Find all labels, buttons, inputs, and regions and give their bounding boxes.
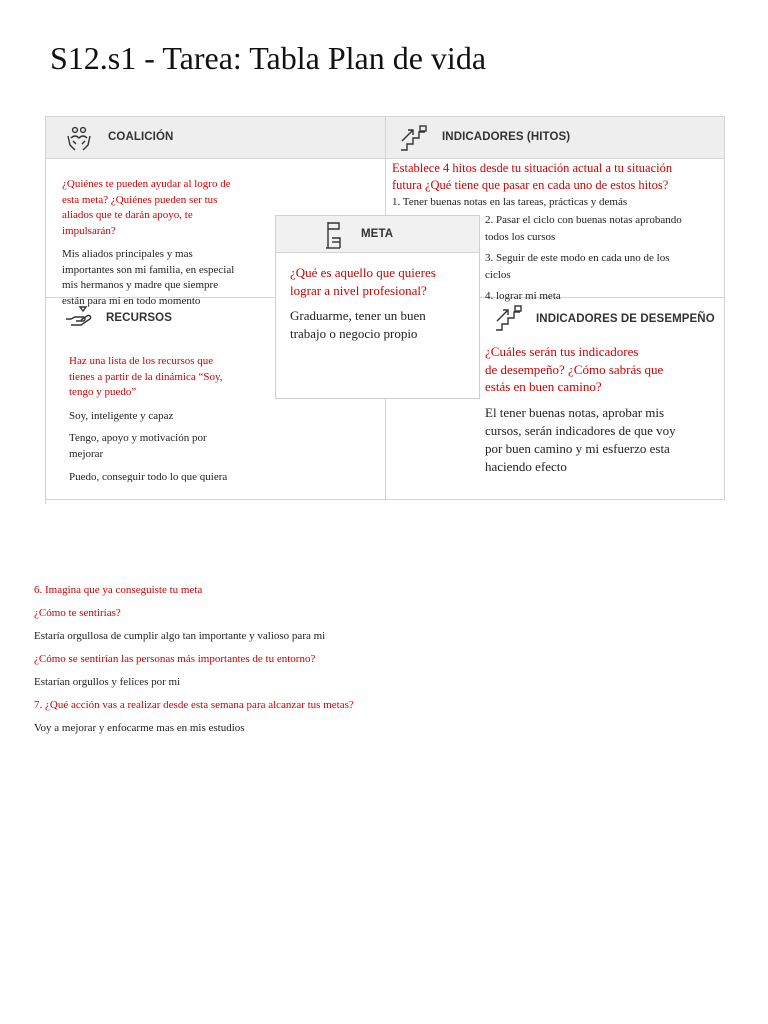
prompt-line: ¿Cuáles serán tus indicadores	[485, 344, 639, 359]
desempeno-header: INDICADORES DE DESEMPEÑO	[536, 313, 715, 325]
meta-answer	[290, 307, 475, 343]
line: Tengo, apoyo y motivación por	[69, 432, 207, 444]
item-line: 2. Pasar el ciclo con buenas notas aprobando	[485, 214, 682, 226]
prompt-line: aliados que te darán apoyo, te	[62, 209, 193, 221]
prompt-line: ¿Qué es aquello que quieres	[290, 265, 436, 280]
prompt-line: de desempeño? ¿Cómo sabrás que	[485, 361, 664, 377]
meta-header: META	[361, 228, 394, 240]
prompt-line: Haz una lista de los recursos que	[69, 355, 214, 367]
hitos-item-4: 4. lograr mi meta	[485, 290, 561, 302]
recursos-line-2	[69, 431, 279, 462]
growth-stairs-icon	[494, 304, 524, 332]
prompt-line: ¿Quiénes te pueden ayudar al logro de	[62, 178, 231, 190]
hand-resource-icon	[64, 305, 94, 329]
page-title: S12.s1 - Tarea: Tabla Plan de vida	[50, 40, 487, 76]
question-6b: ¿Cómo se sentirían las personas más importantes de tu entorno?	[34, 653, 316, 665]
question-7: 7. ¿Qué acción vas a realizar desde esta semana para alcanzar tus metas?	[34, 699, 354, 711]
line: mejorar	[69, 447, 104, 460]
answer-line: Mis aliados principales y mas	[62, 248, 193, 260]
recursos-line-3-clip	[69, 470, 329, 482]
answer-6a: Estaría orgullosa de cumplir algo tan importante y valioso para mi	[34, 630, 326, 642]
prompt-line: impulsarán?	[62, 224, 116, 237]
growth-stairs-icon	[399, 124, 429, 152]
prompt-line: tienes a partir de la dinámica “Soy,	[69, 370, 223, 383]
recursos-line-1: Soy, inteligente y capaz	[69, 410, 174, 422]
recursos-prompt	[69, 354, 289, 401]
prompt-line: esta meta? ¿Quiénes pueden ser tus	[62, 193, 218, 206]
prompt-line: lograr a nivel profesional?	[290, 282, 427, 298]
item-line: ciclos	[485, 269, 511, 281]
hitos-item-1: 1. Tener buenas notas en las tareas, prácticas y demás	[392, 196, 628, 208]
coalicion-header: COALICIÓN	[108, 131, 174, 143]
item-line: todos los cursos	[485, 231, 556, 243]
question-6a: ¿Cómo te sentirías?	[34, 607, 121, 619]
hitos-prompt	[392, 160, 722, 194]
board-left-line	[45, 116, 46, 504]
desempeno-prompt	[485, 343, 720, 396]
answer-7: Voy a mejorar y enfocarme mas en mis estudios	[34, 722, 245, 734]
prompt-line: Establece 4 hitos desde tu situación actual a tu situación	[392, 161, 673, 175]
answer-line: trabajo o negocio propio	[290, 326, 418, 341]
answer-line: haciendo efecto	[485, 459, 567, 474]
answer-line: Graduarme, tener un buen	[290, 308, 426, 323]
question-6: 6. Imagina que ya conseguiste tu meta	[34, 584, 203, 596]
hitos-header: INDICADORES (HITOS)	[442, 131, 571, 143]
coalicion-answer	[62, 247, 277, 309]
recursos-line-3: Puedo, conseguir todo lo que quiera	[69, 471, 228, 482]
coalicion-prompt	[62, 177, 282, 239]
answer-line: mis hermanos y madre que siempre	[62, 279, 219, 291]
meta-prompt	[290, 264, 475, 299]
prompt-line: tengo y puedo”	[69, 386, 137, 398]
board-right-line	[724, 116, 725, 501]
answer-line: están para mi en todo momento	[62, 294, 201, 307]
prompt-line: futura ¿Qué tiene que pasar en cada uno de estos hitos?	[392, 178, 669, 192]
answer-line: cursos, serán indicadores de que voy	[485, 423, 676, 438]
hitos-item-2	[485, 212, 720, 246]
flag-goal-icon	[324, 220, 346, 250]
prompt-line: estás en buen camino?	[485, 379, 602, 394]
desempeno-answer	[485, 404, 720, 476]
coalicion-header-bar	[45, 116, 385, 158]
answer-line: por buen camino y mi esfuerzo esta	[485, 441, 670, 456]
hands-people-icon	[66, 124, 92, 152]
recursos-header: RECURSOS	[106, 312, 172, 324]
answer-line: El tener buenas notas, aprobar mis	[485, 405, 665, 420]
answer-6b: Estarían orgullos y felices por mi	[34, 676, 181, 688]
answer-line: importantes son mi familia, en especial	[62, 263, 235, 276]
hitos-item-3	[485, 250, 720, 284]
item-line: 3. Seguir de este modo en cada uno de los	[485, 252, 670, 264]
meta-card	[275, 215, 480, 399]
